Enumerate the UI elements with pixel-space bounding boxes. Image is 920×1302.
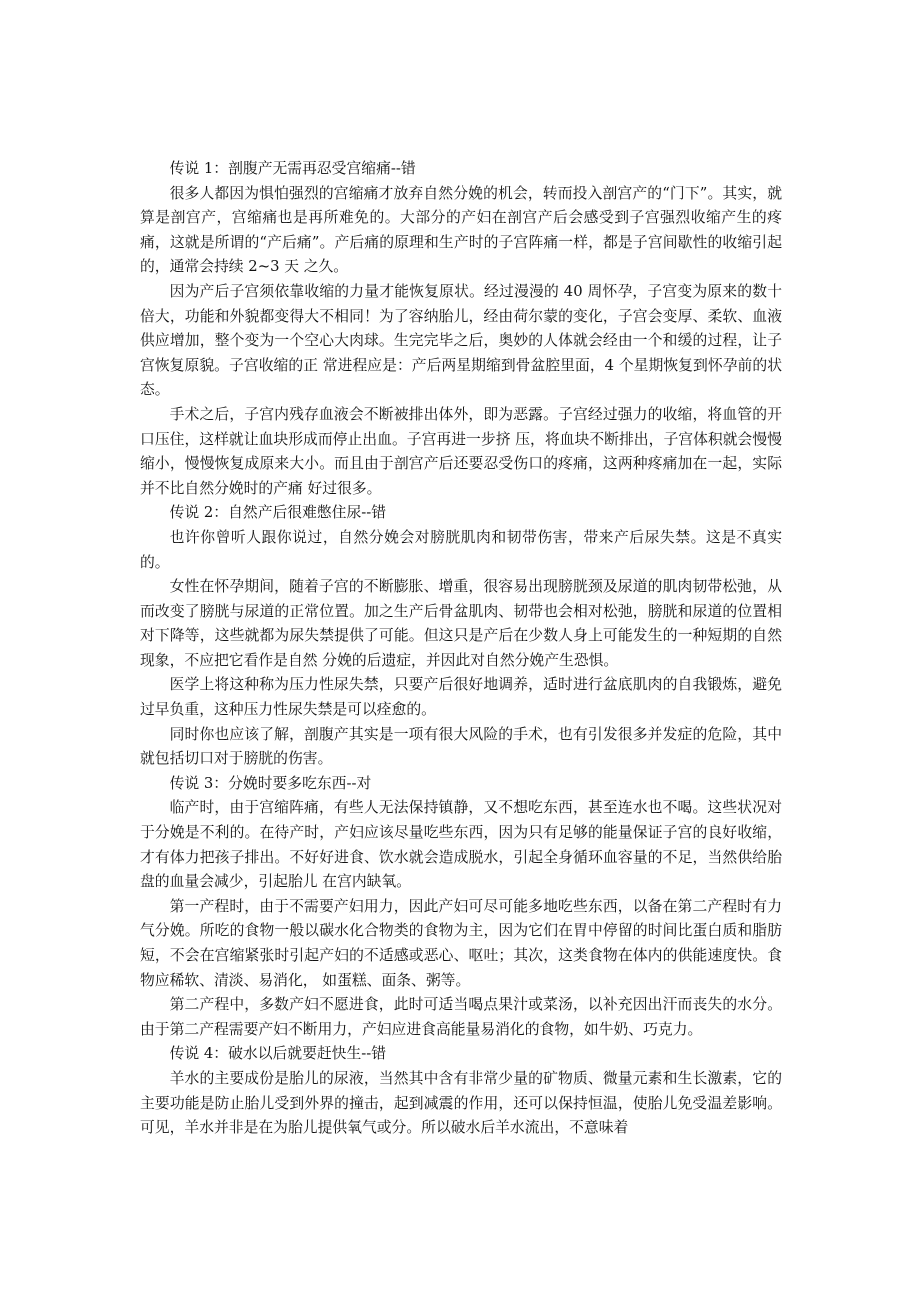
paragraph: 手术之后，子宫内残存血液会不断被排出体外，即为恶露。子宫经过强力的收缩，将血管的开口压住，这样就让血块形成而停止出血。子宫再进一步挤 压，将血块不断排出，子宫体积就会慢慢缩小，慢慢恢复成原来大小。而且由于剖宫产后还要忍受伤口的疼痛，这两种疼痛加在一起，实际并不比自然分娩时的产痛 好过很多。 <box>140 405 782 497</box>
paragraph: 第二产程中，多数产妇不愿进食，此时可适当喝点果汁或菜汤，以补充因出汗而丧失的水分。由于第二产程需要产妇不断用力，产妇应进食高能量易消化的食物，如牛奶、巧克力。 <box>140 996 782 1038</box>
paragraph: 羊水的主要成份是胎儿的尿液，当然其中含有非常少量的矿物质、微量元素和生长激素，它的主要功能是防止胎儿受到外界的撞击，起到减震的作用，还可以保持恒温，使胎儿免受温差影响。可见，羊水并非是在为胎儿提供氧气或分。所以破水后羊水流出，不意味着 <box>140 1069 782 1137</box>
myth-4-heading: 传说 4：破水以后就要赶快生--错 <box>169 1045 387 1063</box>
paragraph: 因为产后子宫须依靠收缩的力量才能恢复原状。经过漫漫的 40 周怀孕，子宫变为原来的数十倍大，功能和外貌都变得大不相同！为了容纳胎儿，经由荷尔蒙的变化，子宫会变厚、柔软、血液供应增加，整个变为一个空心大肉球。生完完毕之后，奥妙的人体就会经由一个和缓的过程，让子宫恢复原貌。子宫收缩的正 常进程应是：产后两星期缩到骨盆腔里面，4 个星期恢复到怀孕前的状态。 <box>140 282 782 399</box>
myth-3-heading: 传说 3：分娩时要多吃东西--对 <box>169 774 372 792</box>
paragraph: 临产时，由于宫缩阵痛，有些人无法保持镇静，又不想吃东西，甚至连水也不喝。这些状况对于分娩是不利的。在待产时，产妇应该尽量吃些东西，因为只有足够的能量保证子宫的良好收缩，才有体力把孩子排出。不好好进食、饮水就会造成脱水，引起全身循环血容量的不足，当然供给胎盘的血量会减少，引起胎儿 在宫内缺氧。 <box>140 799 782 891</box>
document-body <box>140 157 782 1141</box>
paragraph: 同时你也应该了解，剖腹产其实是一项有很大风险的手术，也有引发很多并发症的危险，其中就包括切口对于膀胱的伤害。 <box>140 725 782 768</box>
paragraph: 很多人都因为惧怕强烈的宫缩痛才放弃自然分娩的机会，转而投入剖宫产的“门下”。其实，就算是剖宫产，宫缩痛也是再所难免的。大部分的产妇在剖宫产后会感受到子宫强烈收缩产生的疼痛，这就是所谓的“产后痛”。产后痛的原理和生产时的子宫阵痛一样，都是子宫间歇性的收缩引起的，通常会持续 2~3 天 之久。 <box>140 184 782 276</box>
myth-1-heading: 传说 1：剖腹产无需再忍受宫缩痛--错 <box>169 160 416 177</box>
paragraph: 也许你曾听人跟你说过，自然分娩会对膀胱肌肉和韧带伤害，带来产后尿失禁。这是不真实的。 <box>140 528 782 571</box>
myth-2-heading: 传说 2：自然产后很难憋住尿--错 <box>169 504 387 522</box>
paragraph: 医学上将这种称为压力性尿失禁，只要产后很好地调养，适时进行盆底肌肉的自我锻炼，避免过早负重，这种压力性尿失禁是可以痊愈的。 <box>140 676 782 719</box>
paragraph: 第一产程时，由于不需要产妇用力，因此产妇可尽可能多地吃些东西，以备在第二产程时有力气分娩。所吃的食物一般以碳水化合物类的食物为主，因为它们在胃中停留的时间比蛋白质和脂肪短，不会在宫缩紧张时引起产妇的不适感或恶心、呕吐；其次，这类食物在体内的供能速度快。食物应稀软、清淡、易消化， 如蛋糕、面条、粥等。 <box>140 897 782 989</box>
paragraph: 女性在怀孕期间，随着子宫的不断膨胀、增重，很容易出现膀胱颈及尿道的肌肉韧带松弛，从而改变了膀胱与尿道的正常位置。加之生产后骨盆肌肉、韧带也会相对松弛，膀胱和尿道的位置相对下降等，这些就都为尿失禁提供了可能。但这只是产后在少数人身上可能发生的一种短期的自然现象，不应把它看作是自然 分娩的后遗症，并因此对自然分娩产生恐惧。 <box>140 578 782 669</box>
